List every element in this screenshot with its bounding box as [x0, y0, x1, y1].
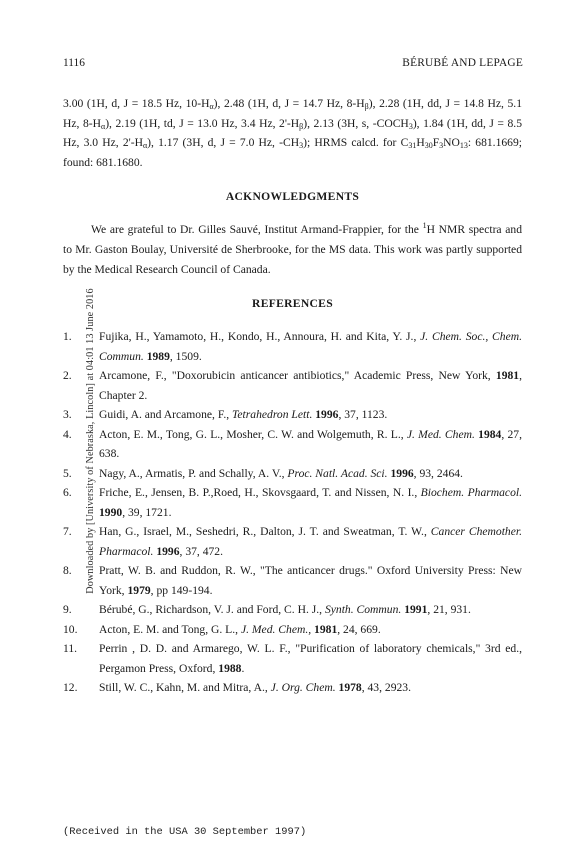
reference-number: 3. — [63, 408, 72, 422]
reference-number: 8. — [63, 564, 72, 578]
reference-number: 12. — [63, 681, 78, 695]
reference-text: Pratt, W. B. and Ruddon, R. W., "The anticancer drugs." Oxford University Press: New York, — [99, 564, 522, 597]
reference-text: Perrin , D. D. and Armarego, W. L. F., "Purification of laboratory chemicals," 3rd ed., Pergamon Press, Oxford, — [99, 642, 522, 675]
reference-year: 1996 — [315, 408, 339, 422]
reference-citation: , 27, 638. — [99, 427, 522, 461]
reference-text: Friche, E., Jensen, B. P.,Roed, H., Skovsgaard, T. and Nissen, N. I., — [99, 486, 421, 500]
text-run: We are grateful to Dr. Gilles Sauvé, Institut Armand-Frappier, for the — [91, 223, 423, 237]
running-title: BÉRUBÉ AND LEPAGE — [402, 57, 523, 69]
reference-text: Acton, E. M. and Tong, G. L., — [99, 622, 241, 636]
reference-item — [63, 639, 522, 678]
reference-citation: , 43, 2923. — [361, 681, 411, 695]
reference-item — [63, 464, 522, 484]
reference-citation: . — [241, 661, 245, 675]
reference-citation: , 39, 1721. — [122, 505, 172, 519]
nmr-data-paragraph — [63, 94, 522, 172]
subscript: α — [142, 141, 148, 151]
reference-number: 9. — [63, 603, 72, 617]
reference-item — [63, 425, 522, 464]
reference-year: 1989 — [146, 349, 170, 363]
reference-journal: J. Med. Chem., — [240, 622, 312, 636]
text-run: NO — [443, 136, 460, 150]
reference-year: 1996 — [390, 466, 414, 480]
subscript: α — [209, 102, 214, 111]
reference-item — [63, 483, 522, 522]
reference-item — [63, 405, 522, 425]
text-run: H — [416, 136, 425, 150]
reference-number: 7. — [63, 525, 72, 539]
reference-list — [63, 327, 522, 698]
reference-number: 11. — [63, 642, 78, 656]
reference-item — [63, 327, 522, 366]
text-run: ), 1.84 (1H, dd, J = 8.5 Hz, 3.0 Hz, 2'-H — [63, 116, 522, 150]
reference-text: Still, W. C., Kahn, M. and Mitra, A., — [99, 681, 271, 695]
reference-journal: Synth. Commun. — [324, 603, 402, 617]
reference-number: 1. — [63, 330, 72, 344]
reference-year: 1981 — [314, 622, 338, 636]
text-run: H NMR spectra and to Mr. Gaston Boulay, Université de Sherbrooke, for the MS data. This work was partly supported by the Medical Research Council of Canada. — [63, 223, 522, 276]
subscript: 3 — [408, 121, 413, 131]
received-date: (Received in the USA 30 September 1997) — [63, 826, 307, 838]
superscript: 1 — [422, 221, 427, 231]
text-run: F — [432, 136, 440, 150]
reference-text: Acton, E. M., Tong, G. L., Mosher, C. W. and Wolgemuth, R. L., — [99, 427, 407, 441]
reference-journal: J. Org. Chem. — [270, 681, 336, 695]
page-header — [63, 57, 523, 73]
reference-number: 6. — [63, 486, 72, 500]
subscript: 3 — [439, 141, 444, 151]
reference-number: 4. — [63, 427, 72, 441]
page-number: 1116 — [63, 57, 85, 69]
text-run: ), 2.13 (3H, s, -COCH — [303, 116, 409, 130]
download-watermark: Downloaded by [University of Nebraska, Lincoln] at 04:01 13 June 2016 — [85, 288, 96, 594]
reference-year: 1991 — [404, 603, 428, 617]
reference-text: Guidi, A. and Arcamone, F., — [99, 408, 233, 422]
reference-text: Fujika, H., Yamamoto, H., Kondo, H., Annoura, H. and Kita, Y. J., — [99, 330, 421, 344]
reference-journal: Tetrahedron Lett. — [232, 408, 313, 422]
reference-year: 1978 — [338, 681, 362, 695]
reference-year: 1981 — [495, 369, 520, 383]
text-run: ), 1.17 (3H, d, J = 7.0 Hz, -CH — [147, 136, 300, 150]
reference-text: Nagy, A., Armatis, P. and Schally, A. V., — [99, 466, 288, 480]
text-run: : 681.1669; found: 681.1680. — [63, 136, 522, 169]
subscript: 31 — [408, 141, 417, 151]
reference-number: 10. — [63, 622, 78, 636]
subscript: 3 — [299, 141, 304, 151]
references-heading: REFERENCES — [252, 297, 333, 311]
reference-item — [63, 678, 522, 698]
reference-year: 1996 — [156, 544, 180, 558]
reference-item — [63, 600, 522, 620]
reference-item — [63, 522, 522, 561]
reference-item — [63, 620, 522, 640]
reference-year: 1979 — [127, 583, 151, 597]
reference-text: Han, G., Israel, M., Seshedri, R., Dalton, J. T. and Sweatman, T. W., — [99, 525, 431, 539]
text-run: ); HRMS calcd. for C — [303, 136, 409, 150]
reference-journal: Proc. Natl. Acad. Sci. — [287, 466, 388, 480]
reference-year: 1990 — [99, 505, 123, 519]
text-run: ), 2.19 (1H, td, J = 13.0 Hz, 3.4 Hz, 2'-H — [105, 116, 300, 130]
reference-item — [63, 366, 522, 405]
reference-year: 1984 — [478, 427, 502, 441]
reference-citation: , Chapter 2. — [99, 369, 522, 402]
subscript: 30 — [424, 141, 433, 151]
reference-citation: , 21, 931. — [427, 603, 471, 617]
reference-text: Bérubé, G., Richardson, V. J. and Ford, C. H. J., — [99, 603, 325, 617]
subscript: β — [364, 102, 369, 111]
reference-journal: J. Chem. Soc., Chem. Commun. — [99, 330, 523, 363]
reference-journal: J. Med. Chem. — [406, 427, 475, 441]
reference-number: 2. — [63, 369, 72, 383]
reference-citation: , 24, 669. — [337, 622, 381, 636]
reference-citation: , pp 149-194. — [150, 583, 213, 597]
subscript: β — [299, 121, 304, 131]
subscript: 13 — [459, 141, 468, 151]
reference-item — [63, 561, 522, 600]
text-run: ), 2.28 (1H, dd, J = 14.8 Hz, 5.1 Hz, 8-H — [63, 97, 522, 130]
reference-number: 5. — [63, 466, 72, 480]
reference-citation: , 37, 472. — [179, 544, 223, 558]
reference-citation: , 37, 1123. — [338, 408, 388, 422]
page-body — [63, 94, 522, 698]
reference-citation: , 93, 2464. — [413, 466, 463, 480]
reference-citation: , 1509. — [169, 349, 202, 363]
reference-year: 1988 — [218, 661, 242, 675]
reference-text: Arcamone, F., "Doxorubicin anticancer antibiotics," Academic Press, New York, — [99, 369, 496, 383]
acknowledgments-heading: ACKNOWLEDGMENTS — [225, 190, 360, 204]
subscript: α — [100, 121, 106, 131]
text-run: 3.00 (1H, d, J = 18.5 Hz, 10-H — [63, 97, 210, 110]
text-run: ), 2.48 (1H, d, J = 14.7 Hz, 8-H — [213, 97, 365, 110]
reference-journal: Biochem. Pharmacol. — [420, 486, 522, 500]
reference-journal: Cancer Chemother. Pharmacol. — [99, 525, 523, 558]
acknowledgments-paragraph — [63, 220, 522, 279]
